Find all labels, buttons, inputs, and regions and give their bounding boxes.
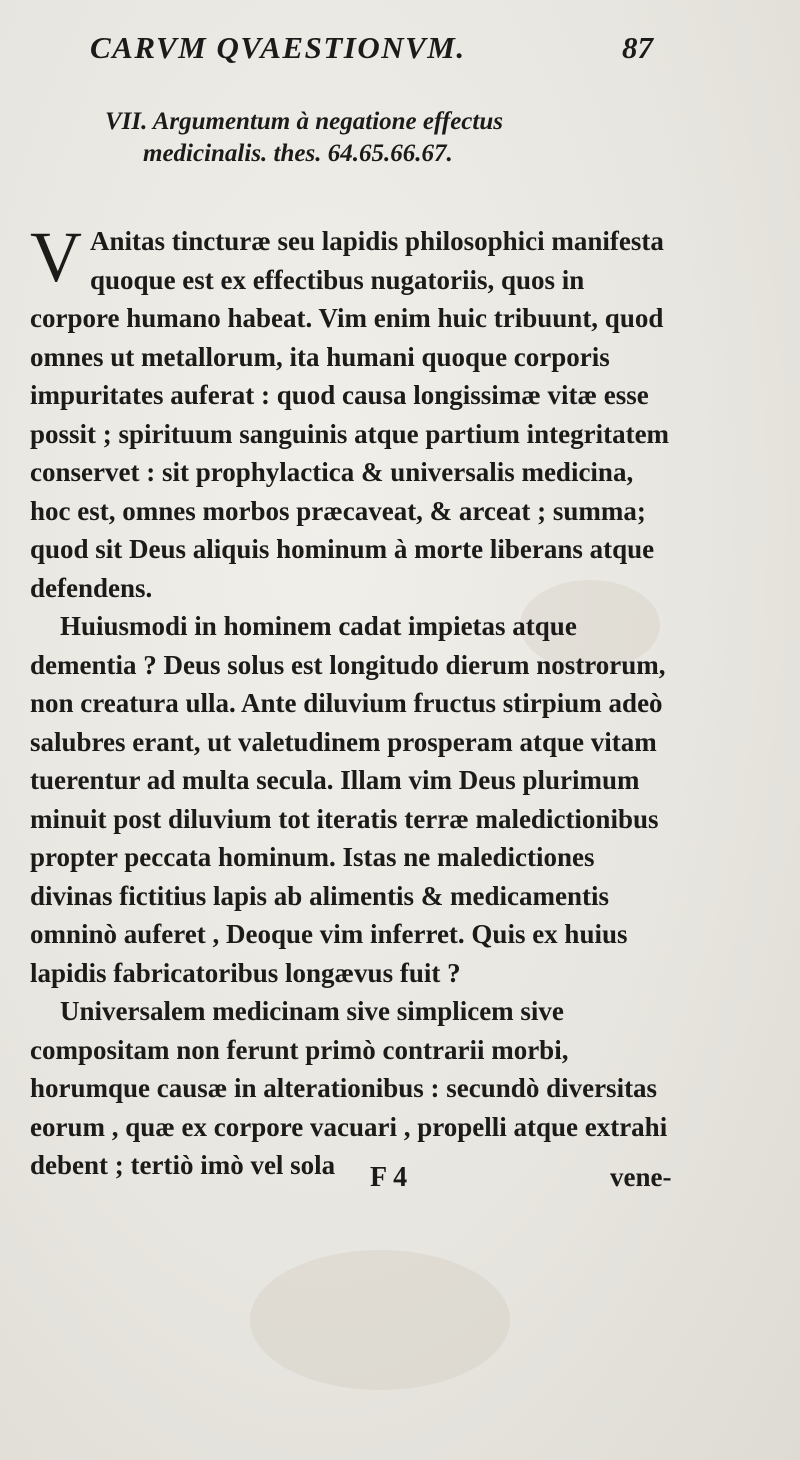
running-head: CARVM QVAESTIONVM. <box>90 30 466 65</box>
section-heading-line-2: medicinalis. thes. 64.65.66.67. <box>143 140 453 167</box>
section-heading-line-1: VII. Argumentum à negatione effectus <box>105 108 503 135</box>
catchword: vene- <box>610 1162 672 1192</box>
paragraph-3: Universalem medicinam sive simplicem sive compositam non ferunt primò contrarii morbi, horumque causæ in alterationibus : secundò diversitas eorum , quæ ex corpore vacuari , propelli atque extrahi debent ; tertiò imò vel sola <box>30 996 668 1180</box>
paragraph-1-text: Anitas tincturæ seu lapidis philosophici manifesta quoque est ex effectibus nugatoriis, quos in corpore humano habeat. Vim enim huic tribuunt, quod omnes ut metallorum, ita humani quoque corporis impuritates auferat : quod causa longissimæ vitæ esse possit ; spirituum sanguinis atque partium integritatem conservet : sit prophylactica & universalis medicina, hoc est, omnes morbos præcaveat, & arceat ; summa; quod sit Deus aliquis hominum à morte liberans atque defendens. <box>30 226 670 603</box>
body-text <box>30 217 670 1185</box>
page-number: 87 <box>622 30 653 65</box>
section-heading <box>105 106 705 170</box>
paper-stain <box>250 1250 510 1390</box>
paragraph-2: Huiusmodi in hominem cadat impietas atque dementia ? Deus solus est longitudo dierum nostrorum, non creatura ulla. Ante diluvium fructus stirpium adeò salubres erant, ut valetudinem prosperam atque vitam tuerentur ad multa secula. Illam vim Deus plurimum minuit post diluvium tot iteratis terræ maledictionibus propter peccata hominum. Istas ne maledictiones divinas fictitius lapis ab alimentis & medicamentis omninò auferet , Deoque vim inferret. Quis ex huius lapidis fabricatoribus longævus fuit ? <box>30 611 666 988</box>
signature-mark: F 4 <box>370 1162 408 1193</box>
paragraph-1 <box>30 217 670 607</box>
drop-cap: V <box>30 217 82 297</box>
